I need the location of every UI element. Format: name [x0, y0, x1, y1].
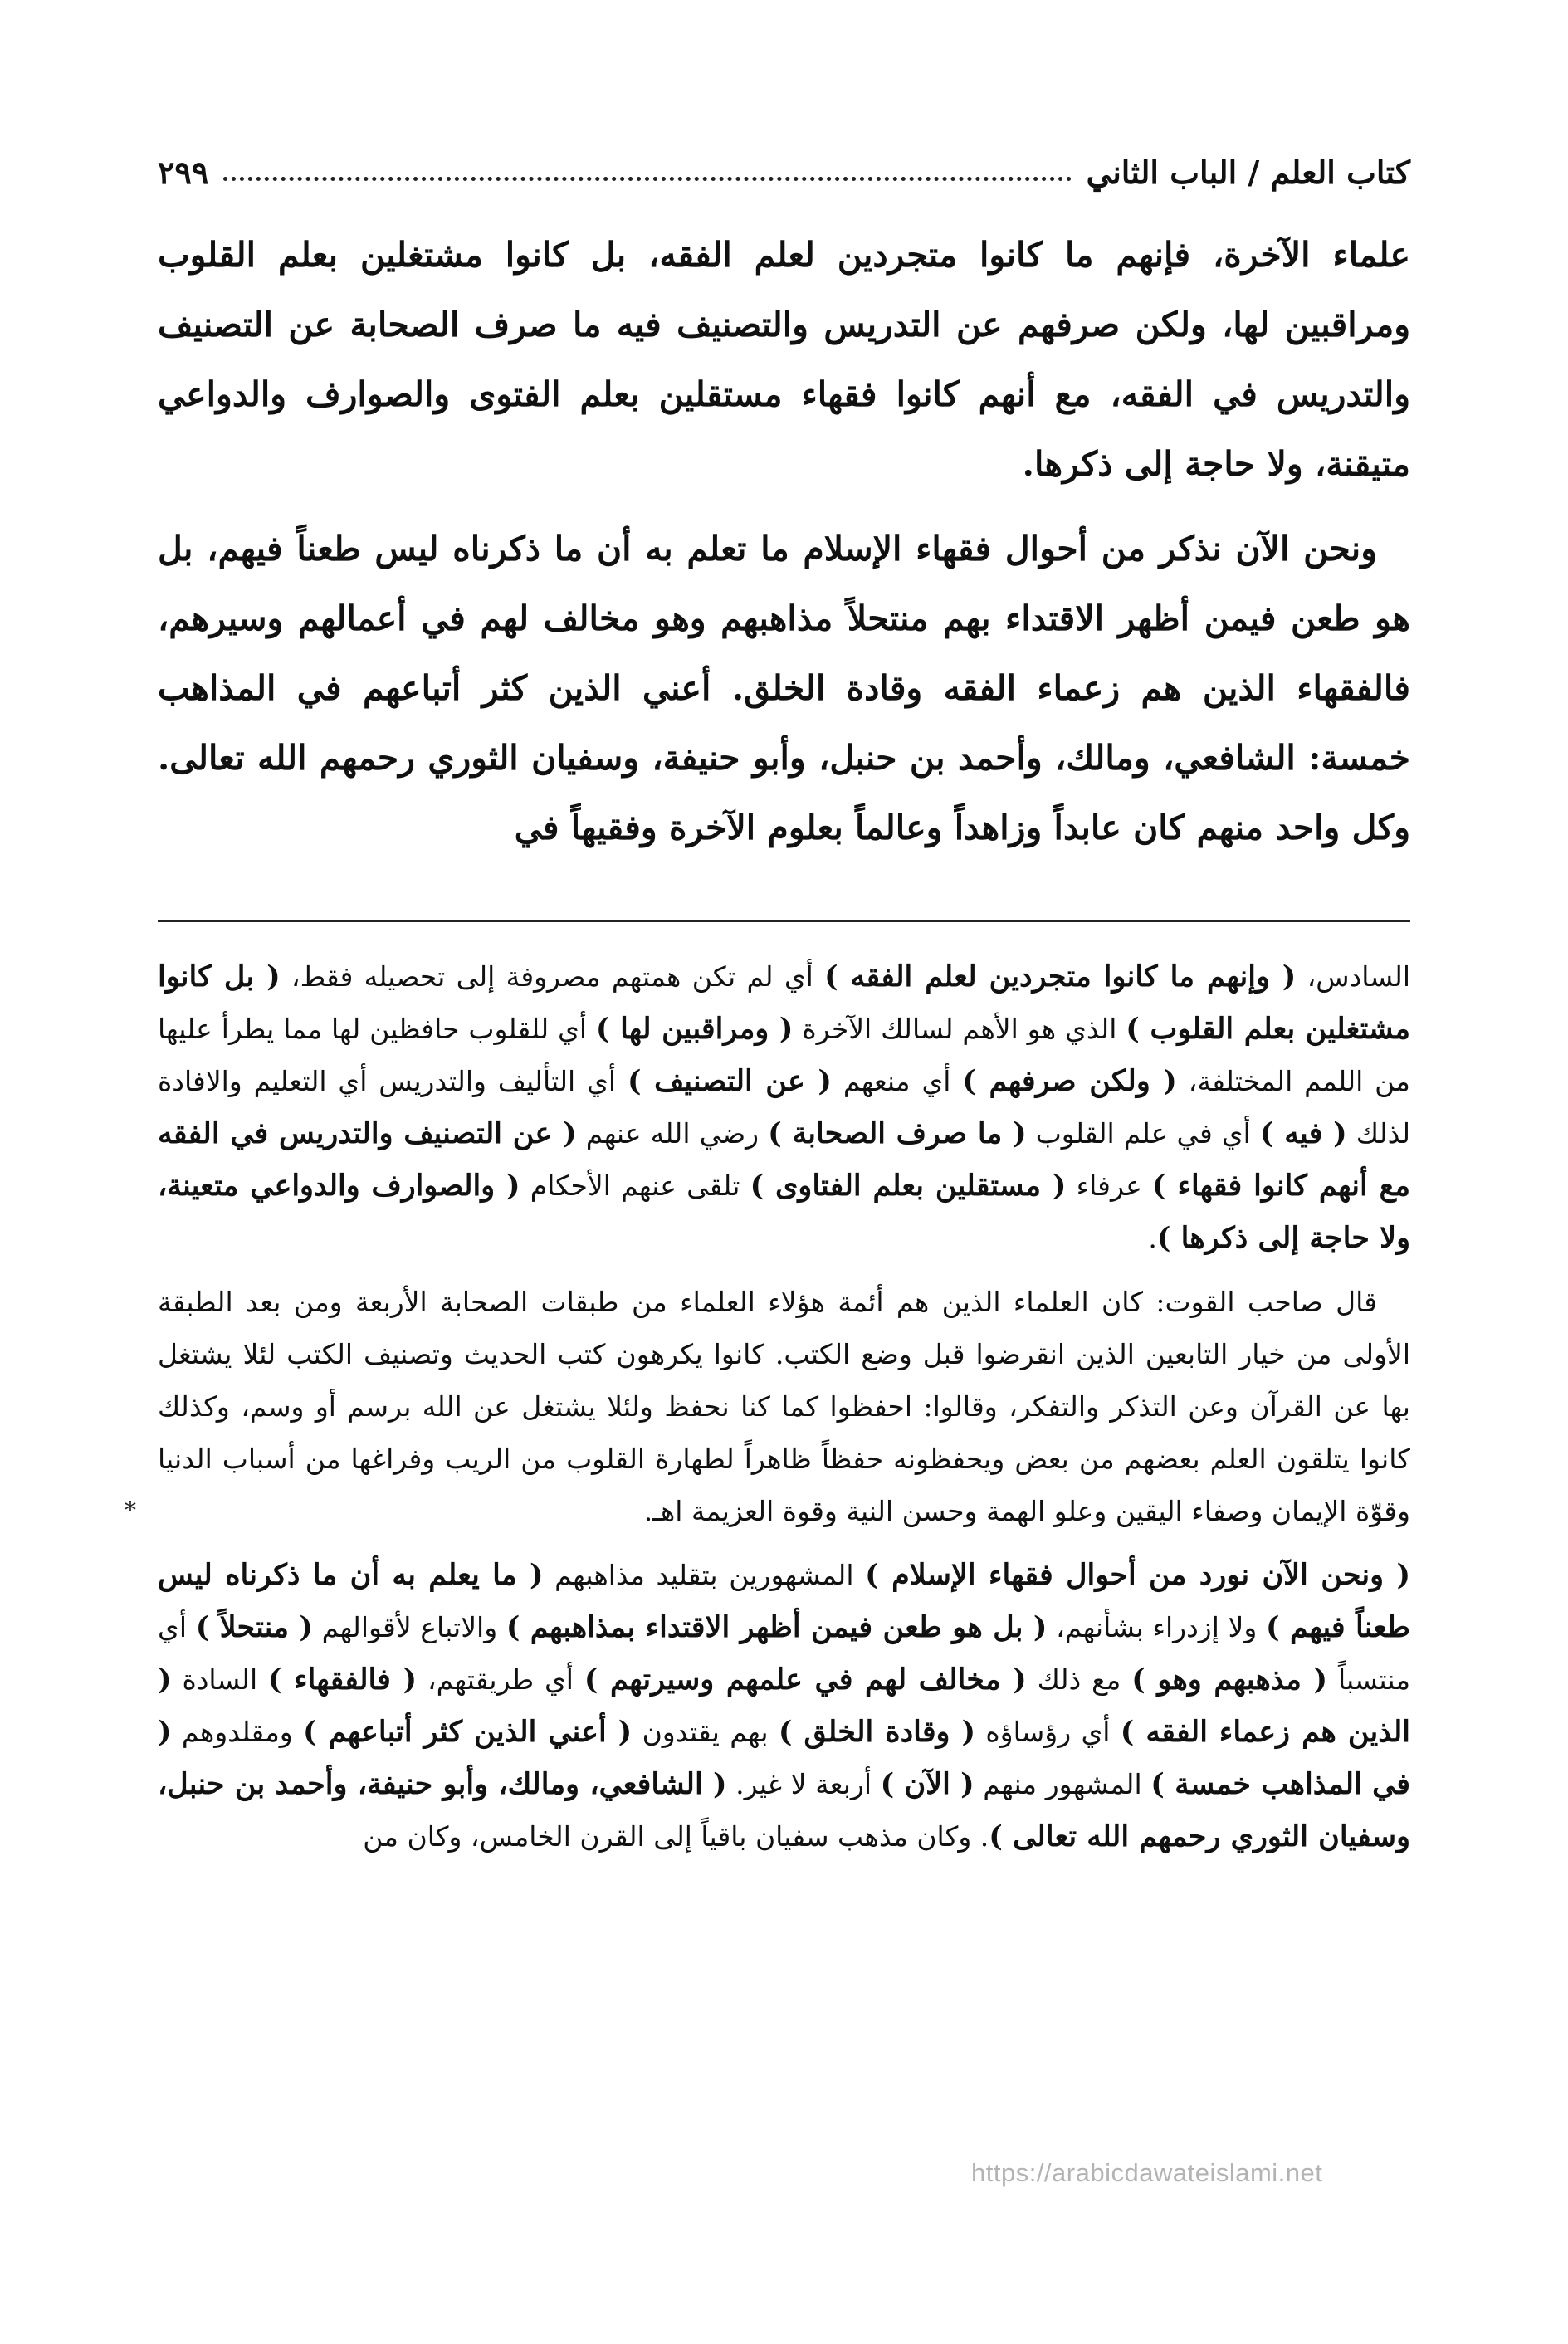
- commentary-text: السادس،: [1296, 960, 1410, 993]
- page-number: ٢٩٩: [158, 154, 209, 191]
- running-title: كتاب العلم / الباب الثاني: [1086, 154, 1410, 191]
- quoted-matn: ( في المذاهب خمسة ): [158, 1715, 1410, 1801]
- watermark-url: https://arabicdawateislami.net: [971, 2158, 1323, 2187]
- quoted-matn: ( مخالف لهم في علمهم وسيرتهم ): [584, 1663, 1027, 1697]
- main-text: [158, 220, 1410, 862]
- commentary-text: والاتباع لأقوالهم: [312, 1611, 506, 1643]
- quoted-matn: ( أعني الذين كثر أتباعهم ): [303, 1715, 633, 1749]
- commentary-text: السادة: [171, 1663, 269, 1696]
- quoted-matn: ( الشافعي، ومالك، وأبو حنيفة، وأحمد بن حنبل، وسفيان الثوري رحمهم الله تعالى ): [158, 1767, 1410, 1853]
- commentary-text: المشهورين بتقليد مذاهبهم: [543, 1559, 866, 1591]
- quoted-matn: ( بل كانوا مشتغلين بعلم القلوب ): [158, 960, 1410, 1046]
- main-paragraph-2: ونحن الآن نذكر من أحوال فقهاء الإسلام ما تعلم به أن ما ذكرناه ليس طعناً فيهم، بل هو طعن فيمن أظهر الاقتداء بهم منتحلاً مذاهبهم وهو مخالف لهم في أعمالهم وسيرهم، فالفقهاء الذين هم زعماء الفقه وقادة الخلق. أعني الذين كثر أتباعهم في المذاهب خمسة: الشافعي، ومالك، وأحمد بن حنبل، وأبو حنيفة، وسفيان الثوري رحمهم الله تعالى. وكل واحد منهم كان عابداً وزاهداً وعالماً بعلوم الآخرة وفقيهاً في: [158, 529, 1410, 847]
- quoted-matn: ( منتحلاً ): [195, 1610, 313, 1644]
- commentary-text: بهم يقتدون: [632, 1716, 779, 1748]
- commentary-text: أي التأليف والتدريس أي التعليم والافادة لذلك: [158, 1065, 1411, 1150]
- commentary-text: أي منتسباً: [158, 1611, 1411, 1696]
- footnote-separator: [158, 920, 1410, 922]
- commentary-text: ولا إزدراء بشأنهم،: [1047, 1611, 1266, 1643]
- commentary-text: أربعة لا غير.: [726, 1768, 881, 1800]
- commentary-text: أي طريقتهم،: [417, 1663, 584, 1696]
- quoted-matn: ( والصوارف والدواعي متعينة، ولا حاجة إلى ذكرها ): [158, 1169, 1410, 1255]
- commentary-text: مع ذلك: [1026, 1663, 1132, 1696]
- commentary-text: أي رؤساؤه: [975, 1716, 1121, 1748]
- quoted-matn: ( ولكن صرفهم ): [962, 1064, 1177, 1098]
- leader-dots: [223, 177, 1071, 181]
- quoted-matn: ( عن التصنيف والتدريس في الفقه مع أنهم كانوا فقهاء ): [158, 1116, 1410, 1203]
- commentary-text: المشهور منهم: [974, 1768, 1151, 1800]
- quoted-matn: ( مستقلين بعلم الفتاوى ): [750, 1169, 1067, 1203]
- commentary-text: الذي هو الأهم لسالك الآخرة: [793, 1013, 1126, 1045]
- quoted-matn: ( ما صرف الصحابة ): [768, 1116, 1027, 1150]
- quoted-matn: ( وإنهم ما كانوا متجردين لعلم الفقه ): [824, 960, 1297, 994]
- quoted-matn: ( مذهبهم وهو ): [1131, 1663, 1328, 1697]
- main-paragraph-1: علماء الآخرة، فإنهم ما كانوا متجردين لعلم الفقه، بل كانوا مشتغلين بعلم القلوب ومراقبين لها، ولكن صرفهم عن التدريس والتصنيف فيه ما صرف الصحابة عن التصنيف والتدريس في الفقه، مع أنهم كانوا فقهاء مستقلين بعلم الفتوى والصوارف والدواعي متيقنة، ولا حاجة إلى ذكرها.: [158, 235, 1410, 484]
- commentary-text: أي منعهم: [831, 1065, 963, 1097]
- margin-mark: *: [125, 1497, 136, 1524]
- commentary-paragraph-2: قال صاحب القوت: كان العلماء الذين هم أئمة هؤلاء العلماء من طبقات الصحابة الأربعة ومن بعد الطبقة الأولى من خيار التابعين الذين انقرضوا قبل وضع الكتب. كانوا يكرهون كتب الحديث وتصنيف الكتب لئلا يشتغل بها عن القرآن وعن التذكر والتفكر، وقالوا: احفظوا كما كنا نحفظ ولئلا يشتغل عن الله برسم أو وسم، وكذلك كانوا يتلقون العلم بعضهم من بعض ويحفظونه حفظاً ظاهراً لطهارة القلوب من الريب وفراغها من أسباب الدنيا وقوّة الإيمان وصفاء اليقين وعلو الهمة وحسن النية وقوة العزيمة اهـ.: [158, 1286, 1410, 1527]
- commentary-text: أي في علم القلوب: [1026, 1117, 1260, 1150]
- commentary-text: عرفاء: [1066, 1170, 1153, 1202]
- commentary-paragraph-3: [158, 1549, 1410, 1863]
- quoted-matn: ( عن التصنيف ): [627, 1064, 832, 1098]
- quoted-matn: ( بل هو طعن فيمن أظهر الاقتداء بمذاهبهم ): [506, 1610, 1048, 1644]
- commentary-text: . وكان مذهب سفيان باقياً إلى القرن الخامس، وكان من: [363, 1820, 989, 1853]
- quoted-matn: ( الذين هم زعماء الفقه ): [158, 1663, 1410, 1749]
- quoted-matn: ( ما يعلم به أن ما ذكرناه ليس طعناً فيهم ): [158, 1558, 1411, 1644]
- page-header: [158, 133, 1410, 191]
- commentary-text: .: [1148, 1222, 1157, 1254]
- commentary-text: أي لم تكن همتهم مصروفة إلى تحصيله فقط،: [280, 960, 825, 993]
- commentary: [158, 950, 1410, 1874]
- quoted-matn: ( ونحن الآن نورد من أحوال فقهاء الإسلام ): [865, 1558, 1410, 1592]
- quoted-matn: ( فالفقهاء ): [268, 1663, 418, 1697]
- commentary-text: رضي الله عنهم: [576, 1117, 769, 1150]
- commentary-paragraph-1: [158, 950, 1410, 1264]
- commentary-text: أي للقلوب حافظين لها مما يطرأ عليها من اللمم المختلفة،: [158, 1013, 1410, 1097]
- commentary-text: تلقى عنهم الأحكام: [520, 1170, 750, 1202]
- commentary-text: ومقلدوهم: [171, 1716, 304, 1748]
- quoted-matn: ( فيه ): [1259, 1116, 1347, 1150]
- quoted-matn: ( ومراقبين لها ): [595, 1012, 794, 1046]
- quoted-matn: ( الآن ): [880, 1767, 975, 1801]
- quoted-matn: ( وقادة الخلق ): [778, 1715, 976, 1749]
